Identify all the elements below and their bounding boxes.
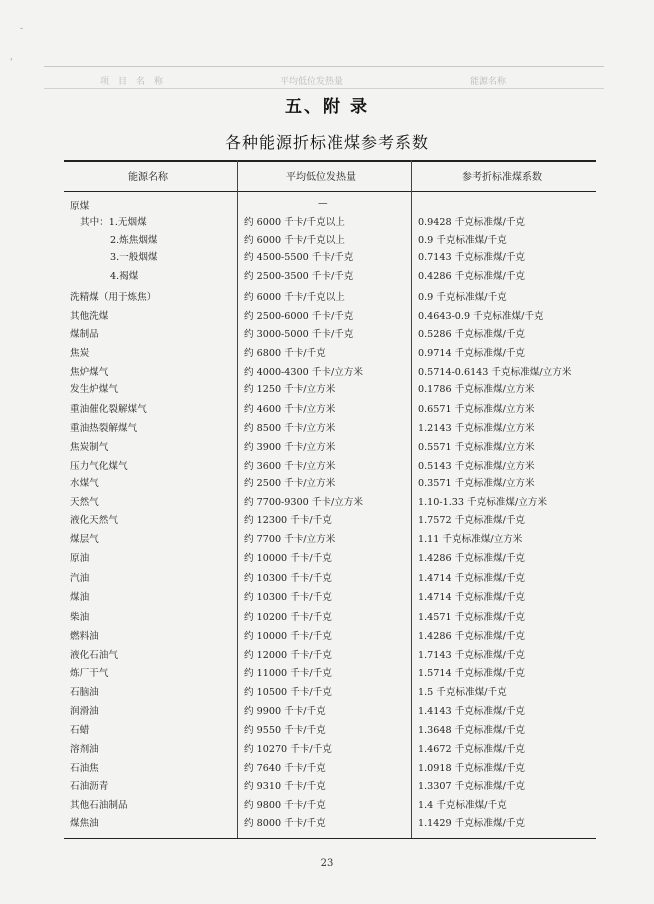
- conversion-coefficient: 0.1786 千克标准煤/立方米: [418, 384, 535, 395]
- heat-value: —: [318, 198, 328, 209]
- conversion-coefficient: 1.7572 千克标准煤/千克: [418, 515, 526, 526]
- heat-value: 约 3900 千卡/立方米: [244, 442, 336, 453]
- energy-name: 原油: [70, 553, 90, 564]
- energy-name: 焦炭: [70, 348, 90, 359]
- header-bottom-rule: [64, 191, 596, 192]
- energy-name: 其中：1.无烟煤: [80, 217, 147, 228]
- energy-name: 焦炭制气: [70, 442, 109, 453]
- bleed-through-text: 平均低位发热量: [280, 77, 344, 87]
- heat-value: 约 8500 千卡/立方米: [244, 423, 336, 434]
- energy-name: 煤层气: [70, 534, 99, 545]
- header-heat-value: 平均低位发热量: [286, 172, 356, 183]
- page-number: 23: [320, 858, 334, 869]
- conversion-coefficient: 0.5714-0.6143 千克标准煤/立方米: [418, 367, 572, 378]
- table-row: [0, 512, 654, 530]
- conversion-coefficient: 1.4143 千克标准煤/千克: [418, 706, 526, 717]
- heat-value: 约 4600 千卡/立方米: [244, 404, 336, 415]
- energy-name: 燃料油: [70, 631, 99, 642]
- conversion-coefficient: 1.4286 千克标准煤/千克: [418, 553, 526, 564]
- table-row: [0, 647, 654, 665]
- conversion-coefficient: 0.9 千克标准煤/千克: [418, 292, 507, 303]
- energy-name: 液化石油气: [70, 650, 118, 661]
- section-title: 五、附 录: [285, 97, 369, 117]
- heat-value: 约 9310 千卡/千克: [244, 781, 326, 792]
- heat-value: 约 11000 千卡/千克: [244, 668, 332, 679]
- energy-name: 2.炼焦烟煤: [110, 235, 158, 246]
- heat-value: 约 1250 千卡/立方米: [244, 384, 336, 395]
- energy-name: 煤油: [70, 592, 90, 603]
- heat-value: 约 3600 千卡/立方米: [244, 461, 336, 472]
- table-row: [0, 570, 654, 588]
- table-row: [0, 531, 654, 549]
- table-row: [0, 214, 654, 232]
- conversion-coefficient: 0.9 千克标准煤/千克: [418, 235, 507, 246]
- heat-value: 约 10270 千卡/千克: [244, 744, 332, 755]
- table-row: [0, 289, 654, 307]
- heat-value: 约 4000-4300 千卡/立方米: [244, 367, 363, 378]
- heat-value: 约 12300 千卡/千克: [244, 515, 332, 526]
- table-row: [0, 345, 654, 363]
- table-row: [0, 439, 654, 457]
- table-row: [0, 458, 654, 476]
- energy-name: 重油热裂解煤气: [70, 423, 138, 434]
- conversion-coefficient: 1.11 千克标准煤/立方米: [418, 534, 523, 545]
- heat-value: 约 10000 千卡/千克: [244, 553, 332, 564]
- table-row: [0, 364, 654, 382]
- heat-value: 约 6000 千卡/千克以上: [244, 292, 345, 303]
- energy-name: 天然气: [70, 497, 99, 508]
- table-row: [0, 609, 654, 627]
- energy-name: 润滑油: [70, 706, 99, 717]
- energy-name: 焦炉煤气: [70, 367, 109, 378]
- conversion-coefficient: 1.3307 千克标准煤/千克: [418, 781, 526, 792]
- energy-name: 3.一般烟煤: [110, 252, 158, 263]
- heat-value: 约 9900 千卡/千克: [244, 706, 326, 717]
- heat-value: 约 3000-5000 千卡/千克: [244, 329, 354, 340]
- table-row: [0, 232, 654, 250]
- heat-value: 约 9550 千卡/千克: [244, 725, 326, 736]
- heat-value: 约 2500 千卡/立方米: [244, 478, 336, 489]
- table-row: [0, 550, 654, 568]
- heat-value: 约 6000 千卡/千克以上: [244, 235, 345, 246]
- table-title: 各种能源折标准煤参考系数: [224, 133, 429, 152]
- heat-value: 约 6800 千卡/千克: [244, 348, 326, 359]
- energy-name: 石油沥青: [70, 781, 109, 792]
- heat-value: 约 10500 千卡/千克: [244, 687, 332, 698]
- table-row: [0, 741, 654, 759]
- conversion-coefficient: 0.4643-0.9 千克标准煤/千克: [418, 311, 544, 322]
- energy-name: 其他石油制品: [70, 800, 128, 811]
- energy-name: 汽油: [70, 573, 90, 584]
- table-row: [0, 778, 654, 796]
- table-row: [0, 308, 654, 326]
- table-row: [0, 684, 654, 702]
- heat-value: 约 7640 千卡/千克: [244, 763, 326, 774]
- table-row: [0, 722, 654, 740]
- heat-value: 约 4500-5500 千卡/千克: [244, 252, 354, 263]
- conversion-coefficient: 0.5286 千克标准煤/千克: [418, 329, 526, 340]
- header-coefficient: 参考折标准煤系数: [462, 172, 542, 183]
- conversion-coefficient: 1.4714 千克标准煤/千克: [418, 573, 526, 584]
- conversion-coefficient: 1.1429 千克标准煤/千克: [418, 818, 526, 829]
- heat-value: 约 6000 千卡/千克以上: [244, 217, 345, 228]
- conversion-coefficient: 0.5143 千克标准煤/立方米: [418, 461, 535, 472]
- table-row: [0, 760, 654, 778]
- heat-value: 约 8000 千卡/千克: [244, 818, 326, 829]
- energy-name: 柴油: [70, 612, 90, 623]
- bleed-through-text: 能源名称: [470, 77, 507, 87]
- conversion-coefficient: 1.5 千克标准煤/千克: [418, 687, 507, 698]
- conversion-coefficient: 0.4286 千克标准煤/千克: [418, 271, 526, 282]
- heat-value: 约 10200 千卡/千克: [244, 612, 332, 623]
- heat-value: 约 12000 千卡/千克: [244, 650, 332, 661]
- conversion-coefficient: 1.10-1.33 千克标准煤/立方米: [418, 497, 547, 508]
- energy-name: 原煤: [70, 201, 90, 212]
- table-row: [0, 665, 654, 683]
- table-row: [0, 268, 654, 286]
- conversion-coefficient: 1.2143 千克标准煤/立方米: [418, 423, 535, 434]
- bleed-through-rule: [44, 88, 604, 89]
- energy-name: 溶剂油: [70, 744, 99, 755]
- energy-name: 水煤气: [70, 478, 99, 489]
- conversion-coefficient: 0.3571 千克标准煤/立方米: [418, 478, 535, 489]
- energy-name: 炼厂干气: [70, 668, 109, 679]
- heat-value: 约 10300 千卡/千克: [244, 573, 332, 584]
- table-row: [0, 401, 654, 419]
- energy-name: 洗精煤（用于炼焦）: [70, 292, 157, 303]
- heat-value: 约 2500-6000 千卡/千克: [244, 311, 354, 322]
- energy-name: 压力气化煤气: [70, 461, 128, 472]
- bleed-through-rule: [44, 66, 604, 67]
- energy-name: 其他洗煤: [70, 311, 109, 322]
- conversion-coefficient: 1.4672 千克标准煤/千克: [418, 744, 526, 755]
- energy-name: 石脑油: [70, 687, 99, 698]
- heat-value: 约 7700-9300 千卡/立方米: [244, 497, 363, 508]
- energy-name: 石蜡: [70, 725, 90, 736]
- energy-name: 重油催化裂解煤气: [70, 404, 147, 415]
- table-row: [0, 326, 654, 344]
- conversion-coefficient: 0.9714 千克标准煤/千克: [418, 348, 526, 359]
- conversion-coefficient: 1.5714 千克标准煤/千克: [418, 668, 526, 679]
- table-row: [0, 475, 654, 493]
- table-row: [0, 815, 654, 833]
- conversion-coefficient: 1.4 千克标准煤/千克: [418, 800, 507, 811]
- energy-name: 4.褐煤: [110, 271, 139, 282]
- margin-mark: -: [20, 24, 24, 34]
- heat-value: 约 10300 千卡/千克: [244, 592, 332, 603]
- energy-name: 石油焦: [70, 763, 99, 774]
- heat-value: 约 2500-3500 千卡/千克: [244, 271, 354, 282]
- heat-value: 约 7700 千卡/立方米: [244, 534, 336, 545]
- table-row: [0, 703, 654, 721]
- table-row: [0, 589, 654, 607]
- bleed-through-text: 项 目 名 称: [100, 77, 164, 87]
- conversion-coefficient: 0.9428 千克标准煤/千克: [418, 217, 526, 228]
- conversion-coefficient: 1.4571 千克标准煤/千克: [418, 612, 526, 623]
- energy-name: 液化天然气: [70, 515, 118, 526]
- conversion-coefficient: 0.7143 千克标准煤/千克: [418, 252, 526, 263]
- table-row: [0, 494, 654, 512]
- energy-name: 煤制品: [70, 329, 99, 340]
- heat-value: 约 9800 千卡/千克: [244, 800, 326, 811]
- conversion-coefficient: 1.0918 千克标准煤/千克: [418, 763, 526, 774]
- table-top-rule: [64, 160, 596, 162]
- conversion-coefficient: 1.3648 千克标准煤/千克: [418, 725, 526, 736]
- table-row: [0, 249, 654, 267]
- header-energy-name: 能源名称: [128, 172, 168, 183]
- energy-name: 发生炉煤气: [70, 384, 118, 395]
- conversion-coefficient: 0.6571 千克标准煤/立方米: [418, 404, 535, 415]
- table-bottom-rule: [64, 838, 596, 839]
- conversion-coefficient: 1.4286 千克标准煤/千克: [418, 631, 526, 642]
- conversion-coefficient: 0.5571 千克标准煤/立方米: [418, 442, 535, 453]
- table-row: [0, 420, 654, 438]
- margin-mark: ': [10, 58, 13, 68]
- energy-name: 煤焦油: [70, 818, 99, 829]
- heat-value: 约 10000 千卡/千克: [244, 631, 332, 642]
- conversion-coefficient: 1.4714 千克标准煤/千克: [418, 592, 526, 603]
- conversion-coefficient: 1.7143 千克标准煤/千克: [418, 650, 526, 661]
- table-row: [0, 628, 654, 646]
- table-row: [0, 381, 654, 399]
- table-row: [0, 797, 654, 815]
